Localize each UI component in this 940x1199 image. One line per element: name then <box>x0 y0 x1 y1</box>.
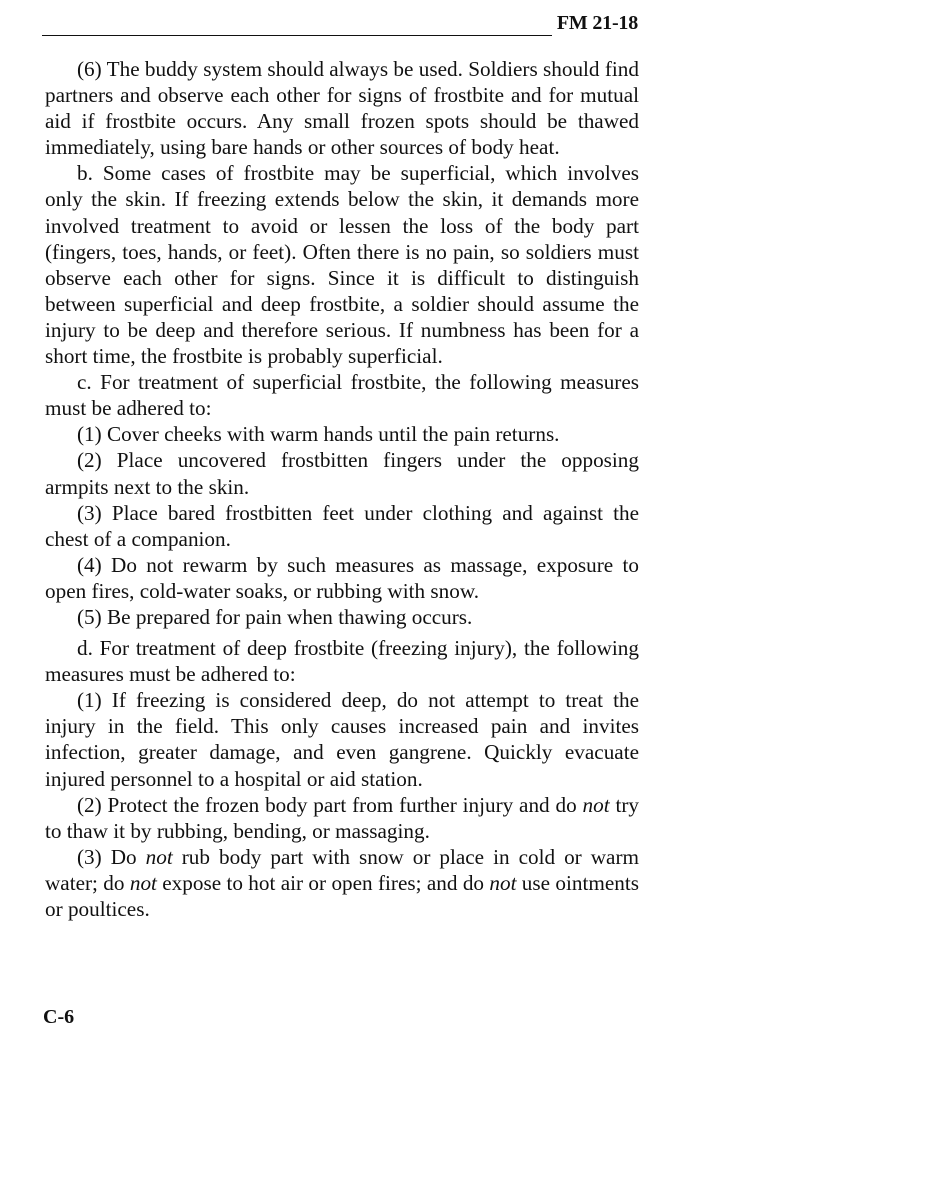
list-item-d3-text-1: (3) Do <box>77 844 146 869</box>
paragraph-buddy-system: (6) The buddy system should always be used. Soldiers should find partners and observe each other for signs of frostbite and for mutual aid if frostbite occurs. Any small frozen spots should be thawed immediately, using bare hands or other sources of body heat. <box>45 57 639 160</box>
paragraph-c-superficial-treatment-intro: c. For treatment of superficial frostbite, the following measures must be adhered to: <box>45 370 639 421</box>
list-item-d3-emphasis-1: not <box>145 844 173 869</box>
list-item-d2-text-2: try to thaw it by rubbing, bending, or massaging. <box>45 792 639 843</box>
list-item-d3-text-4: use ointments or poultices. <box>45 870 639 921</box>
list-item-d3 <box>45 844 639 922</box>
list-item-d2-emphasis: not <box>582 792 610 817</box>
list-item-d3-emphasis-3: not <box>489 870 517 895</box>
list-item-d2-text-1: (2) Protect the frozen body part from further injury and do <box>77 792 583 817</box>
manual-id: FM 21-18 <box>556 12 638 34</box>
list-item-d3-text-3: expose to hot air or open fires; and do <box>156 870 490 895</box>
list-item-d3-text-2: rub body part with snow or place in cold or warm water; do <box>45 844 639 895</box>
page-number: C-6 <box>43 1006 75 1028</box>
list-item-c2: (2) Place uncovered frostbitten fingers under the opposing armpits next to the skin. <box>45 448 639 499</box>
paragraph-b-superficial-frostbite: b. Some cases of frostbite may be superficial, which involves only the skin. If freezing extends below the skin, it demands more involved treatment to avoid or lessen the loss of the body part (fingers, toes, hands, or feet). Often there is no pain, so soldiers must observe each other for signs. Since it is difficult to distinguish between superficial and deep frostbite, a soldier should assume the injury to be deep and therefore serious. If numbness has been for a short time, the frostbite is probably superficial. <box>45 161 639 369</box>
paragraph-d-deep-treatment-intro: d. For treatment of deep frostbite (freezing injury), the following measures must be adhered to: <box>45 636 639 687</box>
list-item-c5: (5) Be prepared for pain when thawing occurs. <box>77 604 473 629</box>
list-item-d1: (1) If freezing is considered deep, do not attempt to treat the injury in the field. This only causes increased pain and invites infection, greater damage, and even gangrene. Quickly evacuate injured personnel to a hospital or aid station. <box>45 688 639 791</box>
header-rule <box>42 35 552 36</box>
list-item-d3-emphasis-2: not <box>129 870 157 895</box>
page-header <box>42 8 638 38</box>
list-item-c1: (1) Cover cheeks with warm hands until the pain returns. <box>77 422 560 447</box>
list-item-c4: (4) Do not rewarm by such measures as massage, exposure to open fires, cold-water soaks, or rubbing with snow. <box>45 552 639 603</box>
list-item-c3: (3) Place bared frostbitten feet under clothing and against the chest of a companion. <box>45 500 639 551</box>
list-item-d2 <box>45 792 639 844</box>
page-body <box>45 56 639 922</box>
